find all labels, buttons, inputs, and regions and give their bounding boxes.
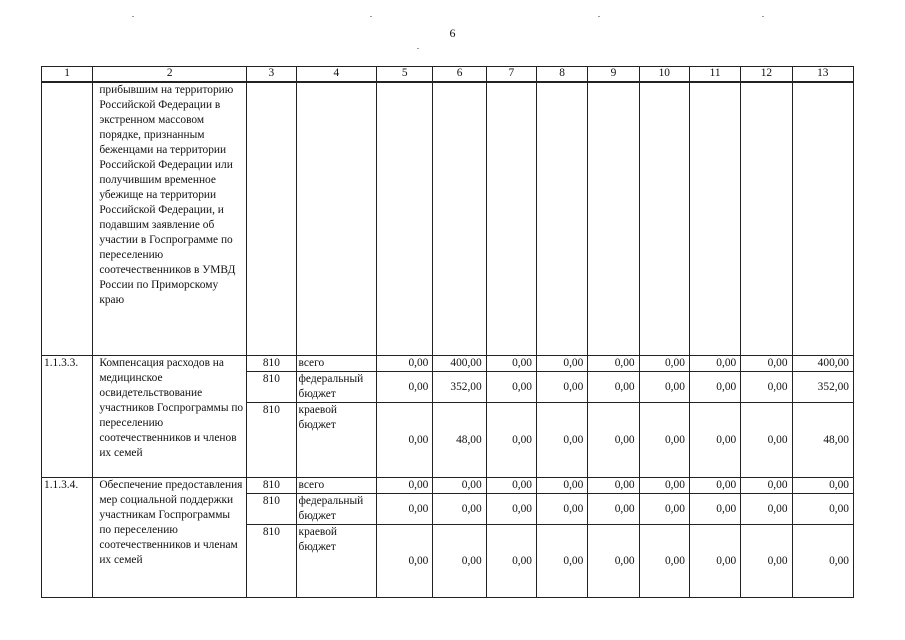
source-cell: федеральный бюджет bbox=[296, 372, 376, 403]
value-cell: 0,00 bbox=[486, 478, 536, 494]
value-cell: 0,00 bbox=[639, 372, 689, 403]
value-cell: 0,00 bbox=[588, 403, 639, 478]
value-cell: 0,00 bbox=[639, 356, 689, 372]
column-header: 13 bbox=[792, 67, 853, 83]
empty-cell bbox=[247, 82, 296, 356]
empty-cell bbox=[42, 82, 93, 356]
column-header: 8 bbox=[537, 67, 588, 83]
value-cell: 352,00 bbox=[792, 372, 853, 403]
value-cell: 0,00 bbox=[433, 478, 486, 494]
column-header: 3 bbox=[247, 67, 296, 83]
value-cell: 0,00 bbox=[639, 525, 689, 598]
value-cell: 0,00 bbox=[741, 356, 792, 372]
empty-cell bbox=[296, 82, 376, 356]
value-cell: 0,00 bbox=[588, 372, 639, 403]
value-cell: 0,00 bbox=[486, 372, 536, 403]
value-cell: 0,00 bbox=[639, 403, 689, 478]
value-cell: 0,00 bbox=[433, 494, 486, 525]
item-number-cell: 1.1.3.3. bbox=[42, 356, 93, 478]
source-cell: краевой бюджет bbox=[296, 403, 376, 478]
value-cell: 0,00 bbox=[377, 494, 433, 525]
value-cell: 0,00 bbox=[588, 356, 639, 372]
scan-speck bbox=[370, 16, 372, 17]
empty-cell bbox=[486, 82, 536, 356]
empty-cell bbox=[639, 82, 689, 356]
value-cell: 0,00 bbox=[377, 525, 433, 598]
table-header-row bbox=[42, 67, 854, 83]
scan-speck bbox=[132, 16, 134, 17]
source-cell: всего bbox=[296, 478, 376, 494]
code-cell: 810 bbox=[247, 403, 296, 478]
empty-cell bbox=[792, 82, 853, 356]
value-cell: 0,00 bbox=[639, 494, 689, 525]
empty-cell bbox=[377, 82, 433, 356]
value-cell: 0,00 bbox=[639, 478, 689, 494]
value-cell: 0,00 bbox=[588, 525, 639, 598]
continuation-row bbox=[42, 82, 854, 356]
column-header: 9 bbox=[588, 67, 639, 83]
empty-cell bbox=[741, 82, 792, 356]
value-cell: 0,00 bbox=[486, 356, 536, 372]
item-number-cell: 1.1.3.4. bbox=[42, 478, 93, 598]
code-cell: 810 bbox=[247, 356, 296, 372]
value-cell: 0,00 bbox=[377, 372, 433, 403]
value-cell: 0,00 bbox=[741, 494, 792, 525]
value-cell: 0,00 bbox=[689, 356, 740, 372]
value-cell: 0,00 bbox=[741, 372, 792, 403]
value-cell: 0,00 bbox=[486, 525, 536, 598]
value-cell: 0,00 bbox=[741, 403, 792, 478]
source-cell: всего bbox=[296, 356, 376, 372]
column-header: 11 bbox=[689, 67, 740, 83]
value-cell: 0,00 bbox=[741, 525, 792, 598]
value-cell: 0,00 bbox=[377, 478, 433, 494]
value-cell: 0,00 bbox=[537, 403, 588, 478]
code-cell: 810 bbox=[247, 494, 296, 525]
value-cell: 0,00 bbox=[537, 356, 588, 372]
empty-cell bbox=[689, 82, 740, 356]
value-cell: 400,00 bbox=[433, 356, 486, 372]
item-name-cell: Обеспечение предоставления мер социальной поддержки участникам Госпрограммы по переселению соотечественников и членам их семей bbox=[93, 478, 247, 598]
continuation-name-cell: прибывшим на территорию Российской Федерации в экстренном массовом порядке, признанным беженцами на территории Российской Федерации или получившим временное убежище на территории Российской Федерации, и подавшим заявление об участии в Госпрограмме по переселению соотечественников в УМВД России по Приморскому краю bbox=[93, 82, 247, 356]
value-cell: 0,00 bbox=[537, 372, 588, 403]
item-name-cell: Компенсация расходов на медицинское освидетельствование участников Госпрограммы по переселению соотечественников и членов их семей bbox=[93, 356, 247, 478]
value-cell: 400,00 bbox=[792, 356, 853, 372]
value-cell: 0,00 bbox=[741, 478, 792, 494]
value-cell: 0,00 bbox=[689, 478, 740, 494]
value-cell: 0,00 bbox=[537, 494, 588, 525]
column-header: 5 bbox=[377, 67, 433, 83]
value-cell: 0,00 bbox=[588, 478, 639, 494]
value-cell: 0,00 bbox=[588, 494, 639, 525]
value-cell: 0,00 bbox=[792, 525, 853, 598]
value-cell: 48,00 bbox=[433, 403, 486, 478]
code-cell: 810 bbox=[247, 478, 296, 494]
value-cell: 48,00 bbox=[792, 403, 853, 478]
column-header: 2 bbox=[93, 67, 247, 83]
code-cell: 810 bbox=[247, 525, 296, 598]
value-cell: 0,00 bbox=[689, 525, 740, 598]
column-header: 7 bbox=[486, 67, 536, 83]
value-cell: 0,00 bbox=[689, 494, 740, 525]
page-number: 6 bbox=[449, 26, 456, 40]
column-header: 10 bbox=[639, 67, 689, 83]
source-cell: краевой бюджет bbox=[296, 525, 376, 598]
column-header: 1 bbox=[42, 67, 93, 83]
scan-speck bbox=[762, 16, 764, 17]
value-cell: 0,00 bbox=[537, 478, 588, 494]
value-cell: 0,00 bbox=[537, 525, 588, 598]
scan-speck bbox=[417, 48, 419, 49]
value-cell: 0,00 bbox=[486, 494, 536, 525]
table-row bbox=[42, 478, 854, 494]
value-cell: 0,00 bbox=[689, 372, 740, 403]
column-header: 4 bbox=[296, 67, 376, 83]
empty-cell bbox=[588, 82, 639, 356]
value-cell: 0,00 bbox=[377, 356, 433, 372]
value-cell: 352,00 bbox=[433, 372, 486, 403]
value-cell: 0,00 bbox=[433, 525, 486, 598]
value-cell: 0,00 bbox=[377, 403, 433, 478]
column-header: 12 bbox=[741, 67, 792, 83]
value-cell: 0,00 bbox=[792, 494, 853, 525]
empty-cell bbox=[537, 82, 588, 356]
value-cell: 0,00 bbox=[689, 403, 740, 478]
value-cell: 0,00 bbox=[792, 478, 853, 494]
column-header: 6 bbox=[433, 67, 486, 83]
empty-cell bbox=[433, 82, 486, 356]
table-row bbox=[42, 356, 854, 372]
source-cell: федеральный бюджет bbox=[296, 494, 376, 525]
code-cell: 810 bbox=[247, 372, 296, 403]
budget-table bbox=[41, 66, 854, 598]
value-cell: 0,00 bbox=[486, 403, 536, 478]
scan-speck bbox=[598, 16, 600, 17]
